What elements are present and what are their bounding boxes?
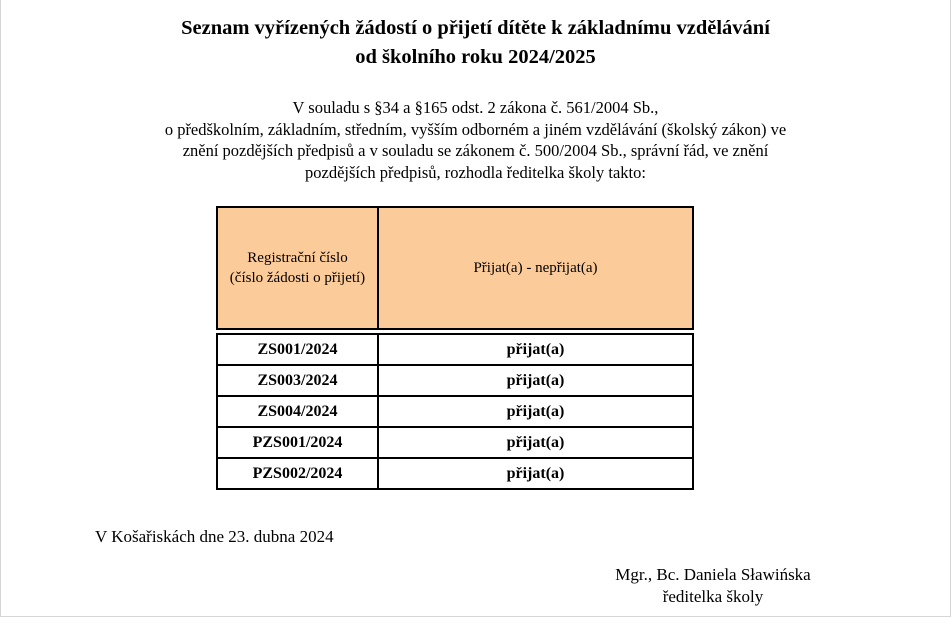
header-status-label: Přijat(a) - nepřijat(a) xyxy=(473,260,598,276)
page-title-line2: od školního roku 2024/2025 xyxy=(355,46,596,68)
table-row xyxy=(217,396,693,427)
registration-number-cell: ZS003/2024 xyxy=(217,365,378,396)
registration-number-cell: ZS004/2024 xyxy=(217,396,378,427)
table-row xyxy=(217,334,693,365)
intro-paragraph xyxy=(1,97,950,183)
applications-table-header xyxy=(216,206,694,330)
signature-role: ředitelka školy xyxy=(662,587,764,606)
intro-line: V souladu s §34 a §165 odst. 2 zákona č. 561/2004 Sb., xyxy=(292,98,659,117)
table-row xyxy=(217,365,693,396)
registration-number-cell: PZS001/2024 xyxy=(217,427,378,458)
intro-line: o předškolním, základním, středním, vyšším odborném a jiném vzdělávání (školský zákon) ve xyxy=(164,119,787,139)
page-title xyxy=(1,14,950,72)
table-row xyxy=(217,458,693,489)
signature-name: Mgr., Bc. Daniela Sławińska xyxy=(615,565,811,584)
registration-number-cell: ZS001/2024 xyxy=(217,334,378,365)
header-cell-status xyxy=(378,207,693,329)
table-header-row xyxy=(217,207,693,329)
registration-number-cell: PZS002/2024 xyxy=(217,458,378,489)
intro-line: pozdějších předpisů, rozhodla ředitelka školy takto: xyxy=(305,162,646,182)
header-registration-line2: (číslo žádosti o přijetí) xyxy=(229,270,366,286)
signature-block xyxy=(563,564,863,608)
page-title-line1: Seznam vyřízených žádostí o přijetí dítěte k základnímu vzdělávání xyxy=(181,17,770,39)
table-row xyxy=(217,427,693,458)
status-cell: přijat(a) xyxy=(378,427,693,458)
status-cell: přijat(a) xyxy=(378,458,693,489)
applications-table-body xyxy=(216,333,694,490)
place-and-date: V Košařiskách dne 23. dubna 2024 xyxy=(95,527,334,546)
header-cell-registration xyxy=(217,207,378,329)
status-cell: přijat(a) xyxy=(378,396,693,427)
header-registration-line1: Registrační číslo xyxy=(247,250,348,266)
intro-line: znění pozdějších předpisů a v souladu se zákonem č. 500/2004 Sb., správní řád, ve znění xyxy=(182,141,769,161)
status-cell: přijat(a) xyxy=(378,334,693,365)
status-cell: přijat(a) xyxy=(378,365,693,396)
